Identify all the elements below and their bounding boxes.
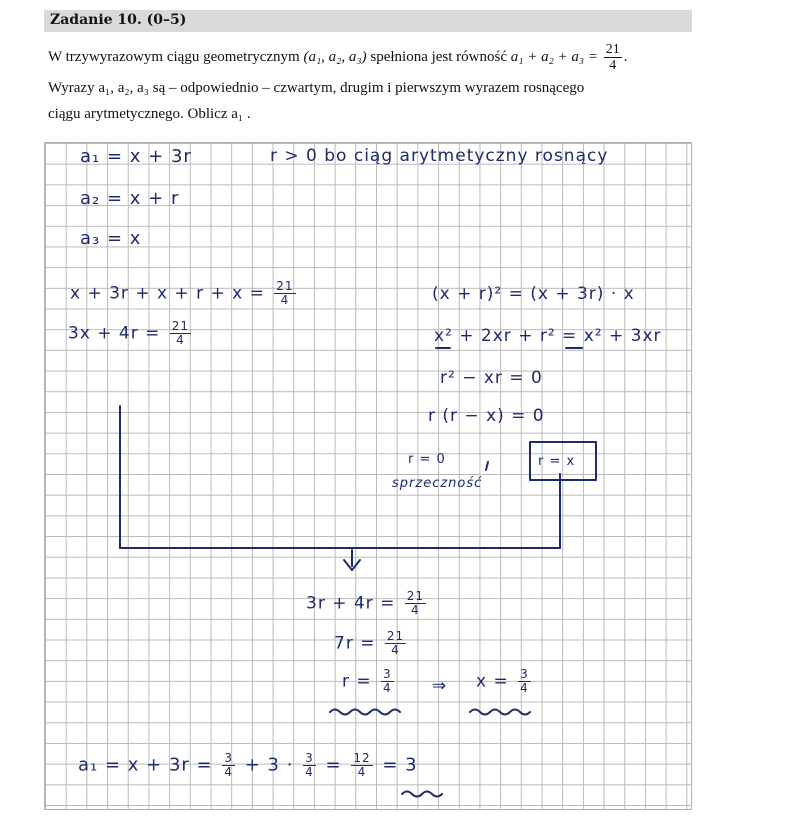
fraction-denominator: 4 <box>609 58 617 73</box>
fraction-numerator: 3 <box>383 667 392 681</box>
r-condition: r > 0 bo ciąg arytmetyczny rosnący <box>270 146 609 166</box>
case-r-zero: r = 0 <box>408 452 446 467</box>
fraction-denominator: 4 <box>357 765 367 779</box>
fraction-numerator: 21 <box>276 279 294 293</box>
fraction-denominator: 4 <box>520 681 529 695</box>
sum-equation-lhs: x + 3r + x + r + x = <box>70 283 265 304</box>
fraction-denominator: 4 <box>280 293 290 307</box>
squiggle-final <box>402 792 442 797</box>
final-equals: = <box>325 754 342 776</box>
fraction-denominator: 4 <box>176 333 185 347</box>
problem-intro: W trzywyrazowym ciągu geometrycznym <box>48 48 300 65</box>
geometric-equation: (x + r)² = (x + 3r) · x <box>432 284 635 304</box>
case-contradiction: sprzeczność <box>392 476 483 491</box>
a2-definition: a₂ = x + r <box>80 188 180 209</box>
a1-definition: a₁ = x + 3r <box>80 146 192 167</box>
fraction-denominator: 4 <box>391 643 400 657</box>
fraction-numerator: 3 <box>224 751 233 765</box>
squiggle-x <box>470 710 530 715</box>
final-plus: + 3 · <box>244 754 294 776</box>
fraction-numerator: 3 <box>520 667 529 681</box>
geometric-step-1: r² − xr = 0 <box>440 368 543 388</box>
problem-line-3: ciągu arytmetycznego. Oblicz a₁ . <box>48 106 251 122</box>
boxed-solution-frame <box>530 442 596 480</box>
comma-mark <box>486 462 488 470</box>
r-value-lhs: r = <box>342 671 372 692</box>
problem-mid: spełniona jest równość <box>370 48 507 65</box>
merge-arrow <box>344 550 360 570</box>
fraction-denominator: 4 <box>411 603 420 617</box>
fraction-numerator: 21 <box>171 319 190 333</box>
substitution-1-lhs: 3r + 4r = <box>306 593 396 614</box>
a3-definition: a₃ = x <box>80 228 142 249</box>
fraction-numerator: 21 <box>605 42 620 57</box>
substitution-2-lhs: 7r = <box>334 633 376 654</box>
final-answer-lhs: a₁ = x + 3r = <box>78 754 213 776</box>
final-result: = 3 <box>382 754 418 776</box>
fraction-denominator: 4 <box>305 765 314 779</box>
simplified-equation-lhs: 3x + 4r = <box>68 323 161 344</box>
fraction-denominator: 4 <box>224 765 233 779</box>
fraction-denominator: 4 <box>383 681 392 695</box>
fraction-numerator: 12 <box>353 751 371 765</box>
geometric-expansion: x² + 2xr + r² = x² + 3xr <box>434 326 662 346</box>
implies-arrow: ⇒ <box>432 676 448 696</box>
problem-period: . <box>623 48 628 65</box>
fraction-numerator: 3 <box>305 751 314 765</box>
problem-line-2: Wyrazy a₁, a₂, a₃ są – odpowiednio – czwartym, drugim i pierwszym wyrazem rosnącego <box>48 80 585 96</box>
x-value-lhs: x = <box>476 671 509 692</box>
geometric-step-2: r (r − x) = 0 <box>428 406 545 426</box>
squiggle-r <box>330 710 400 715</box>
problem-equation-lhs: a₁ + a₂ + a₃ = <box>510 48 599 65</box>
problem-sequence: (a₁, a₂, a₃) <box>303 48 367 65</box>
fraction-numerator: 21 <box>386 629 405 643</box>
case-boxed-solution: r = x <box>538 454 576 469</box>
task-title: Zadanie 10. (0–5) <box>50 12 187 28</box>
fraction-numerator: 21 <box>406 589 424 603</box>
